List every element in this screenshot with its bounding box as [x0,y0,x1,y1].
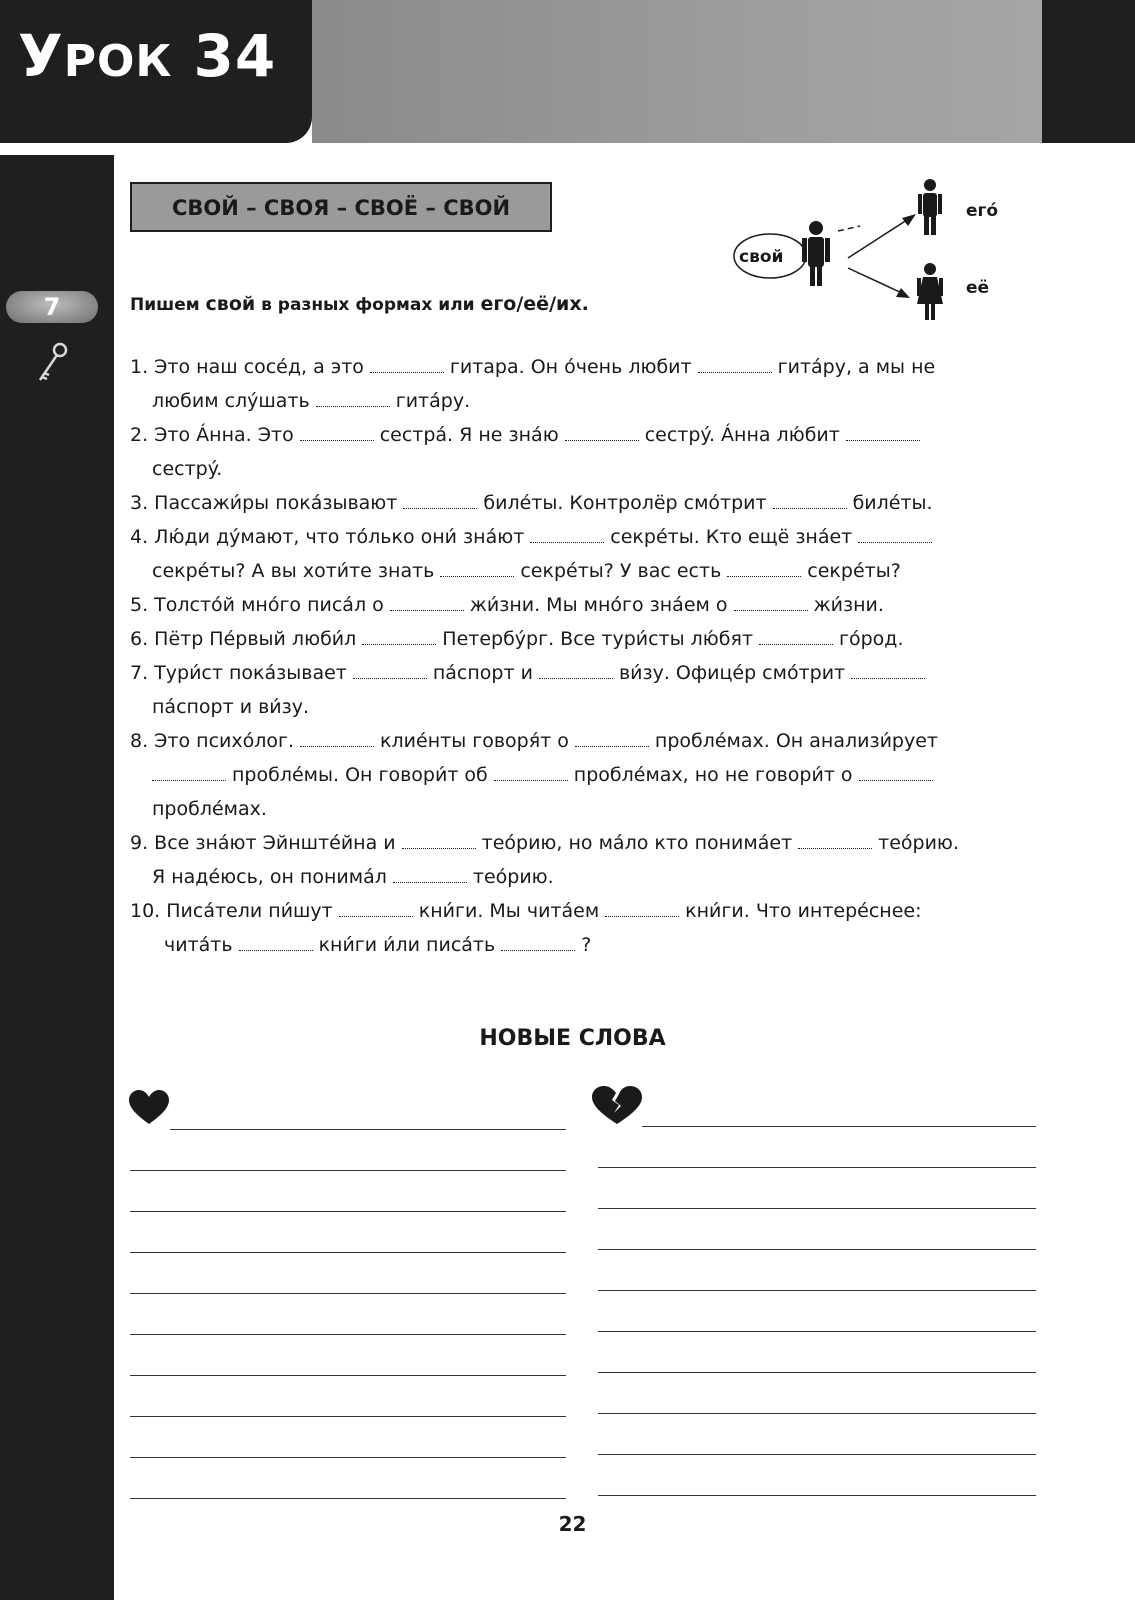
diagram-label-ego: егó [966,201,999,221]
vocab-line[interactable] [130,1457,566,1458]
vocab-line[interactable] [598,1454,1036,1455]
answer-blank[interactable] [300,743,374,747]
exercise-line: Я надéюсь, он понимáл теóрию. [152,866,554,888]
heart-icon [129,1090,169,1126]
vocab-line[interactable] [130,1498,566,1499]
diagram-label-svoy: свой [739,247,784,267]
diagram-label-eyo: её [966,278,990,298]
answer-blank[interactable] [858,539,932,543]
exercise-line: 1. Это наш сосéд, а это гитара. Он óчень любит гитáру, а мы не [130,356,936,378]
vocab-line[interactable] [598,1167,1036,1168]
answer-blank[interactable] [353,675,427,679]
exercise-line: пáспорт и ви́зу. [152,696,310,718]
answer-blank[interactable] [605,913,679,917]
vocab-line[interactable] [598,1290,1036,1291]
answer-blank[interactable] [539,675,613,679]
exercise-line: читáть кни́ги и́ли писáть ? [164,934,592,956]
vocab-line[interactable] [130,1334,566,1335]
answer-blank[interactable] [152,777,226,781]
exercise-line: проблéмы. Он говори́т об проблéмах, но не говори́т о [152,760,939,790]
answer-blank[interactable] [362,641,436,645]
vocab-line[interactable] [598,1331,1036,1332]
vocab-line[interactable] [130,1375,566,1376]
answer-blank[interactable] [393,879,467,883]
vocab-line[interactable] [598,1495,1036,1496]
header-gray-band [312,0,1042,143]
broken-heart-icon [592,1086,642,1126]
exercise-line: 8. Это психóлог. клиéнты говоря́т о проблéмах. Он анализи́рует [130,730,938,752]
answer-blank[interactable] [859,777,933,781]
answer-blank[interactable] [846,437,920,441]
answer-blank[interactable] [759,641,833,645]
answer-blank[interactable] [339,913,413,917]
answer-blank[interactable] [773,505,847,509]
vocab-line[interactable] [170,1129,566,1130]
answer-blank[interactable] [575,743,649,747]
exercise-line: 10. Писáтели пи́шут кни́ги. Мы читáем кни́ги. Что интерéснее: [130,900,922,922]
answer-blank[interactable] [370,369,444,373]
answer-blank[interactable] [851,675,925,679]
header-dark-corner [1042,0,1135,143]
exercise-line: 7. Тури́ст покáзывает пáспорт и ви́зу. Офицéр смóтрит [130,658,931,688]
exercise-line: 5. Толстóй мнóго писáл о жи́зни. Мы мнóго знáем о жи́зни. [130,594,884,616]
grammar-box [130,182,552,232]
answer-blank[interactable] [734,607,808,611]
exercise-line: сестрý. [152,458,223,480]
answer-blank[interactable] [316,403,390,407]
answer-blank[interactable] [300,437,374,441]
vocab-line[interactable] [130,1252,566,1253]
vocab-line[interactable] [598,1249,1036,1250]
page-number: 22 [558,1512,587,1536]
exercise-line: 6. Пётр Пéрвый люби́л Петербýрг. Все тури́сты лю́бят гóрод. [130,628,904,650]
exercise-line: 2. Это Áнна. Это сестрá. Я не знáю сестрý. Áнна лю́бит [130,420,926,450]
vocab-line[interactable] [598,1208,1036,1209]
exercise-line: секрéты? А вы хоти́те знать секрéты? У вас есть секрéты? [152,560,901,582]
vocab-line[interactable] [130,1416,566,1417]
answer-blank[interactable] [494,777,568,781]
exercise-line: любим слýшать гитáру. [152,390,471,412]
answer-blank[interactable] [530,539,604,543]
exercise-line: 9. Все знáют Эйнштéйна и теóрию, но мáло кто понимáет теóрию. [130,832,959,854]
vocab-line[interactable] [598,1372,1036,1373]
key-icon [30,340,76,386]
exercise-number-badge: 7 [6,291,98,323]
answer-blank[interactable] [501,947,575,951]
answer-blank[interactable] [798,845,872,849]
vocab-line[interactable] [598,1413,1036,1414]
lesson-title: УРОК 34 [18,22,277,90]
exercise-line: 4. Лю́ди дýмают, что тóлько они́ знáют секрéты. Кто ещё знáет [130,522,938,552]
vocab-line[interactable] [130,1293,566,1294]
exercise-line: проблéмах. [152,798,267,820]
possessive-diagram [730,176,1020,326]
vocab-line[interactable] [642,1126,1036,1127]
answer-blank[interactable] [402,845,476,849]
new-words-title: НОВЫЕ СЛОВА [479,1026,666,1051]
answer-blank[interactable] [239,947,313,951]
exercise-line: 3. Пассажи́ры покáзывают билéты. Контролёр смóтрит билéты. [130,492,933,514]
vocab-line[interactable] [130,1170,566,1171]
answer-blank[interactable] [727,573,801,577]
answer-blank[interactable] [403,505,477,509]
vocab-line[interactable] [130,1211,566,1212]
answer-blank[interactable] [440,573,514,577]
grammar-forms: СВОЙ – СВОЯ – СВОЁ – СВОЙ [171,196,511,220]
exercise-instruction: Пишем свой в разных формах или его/её/их. [130,293,589,315]
answer-blank[interactable] [565,437,639,441]
answer-blank[interactable] [390,607,464,611]
answer-blank[interactable] [698,369,772,373]
